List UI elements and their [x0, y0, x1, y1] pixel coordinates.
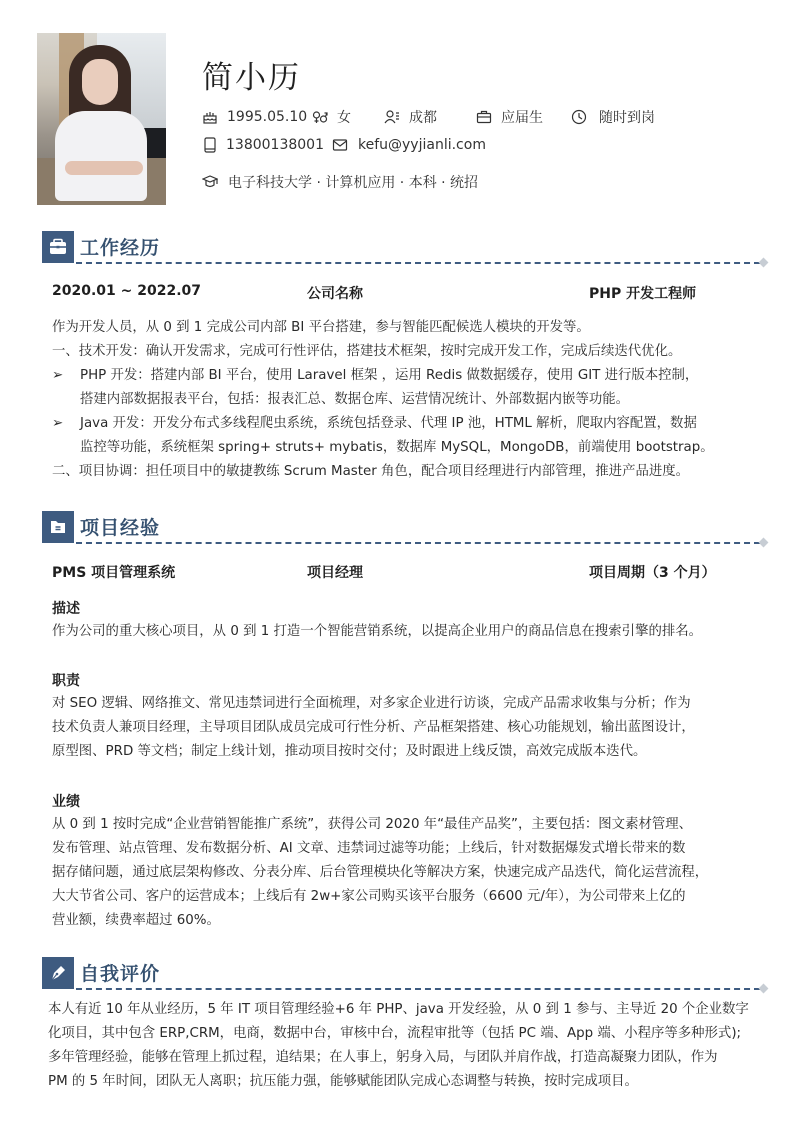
divider-end-dot: [759, 538, 769, 548]
section-header-work: [42, 231, 768, 265]
location: 成都: [384, 107, 476, 127]
briefcase-icon: [476, 109, 492, 125]
pen-icon: [42, 957, 74, 989]
section-title: 项目经验: [80, 517, 161, 539]
divider-end-dot: [759, 258, 769, 268]
work-description: 作为开发人员，从 0 到 1 完成公司内部 BI 平台搭建，参与智能匹配候选人模块的开发等。 一、技术开发：确认开发需求，完成可行性评估，搭建技术框架，按时完成开发工作，完成后续迭代优化。 ➢ PHP 开发：搭建内部 BI 平台，使用 Laravel 框架 ，运用 Redis 做数据缓存，使用 GIT 进行版本控制， 搭建内部数据报表平台，包括：报表汇总、数据仓库、运营情况统计、外部数据内嵌等功能。 ➢ Java 开发：开发分布式多线程爬虫系统，系统包括登录、代理 IP 池，HTML 解析，爬取内容配置，数据 监控等功能，系统框架 spring+ struts+ mybatis，数据库 MySQL，MongoDB，前端使用 bootstrap。 二、项目协调：担任项目中的敏捷教练 Scrum Master 角色，配合项目经理进行内部管理，推进产品进度。: [52, 316, 772, 484]
project-cycle: 项目周期（3 个月）: [589, 565, 716, 581]
phone-icon: [202, 137, 218, 153]
mail-icon: [332, 137, 348, 153]
briefcase-icon: [42, 231, 74, 263]
section-header-project: [42, 511, 768, 545]
graduation-cap-icon: [202, 174, 218, 190]
job-status: 应届生: [476, 107, 571, 127]
education-row: [202, 172, 478, 192]
birth-date: 1995.05.10: [202, 109, 298, 125]
phone: 13800138001: [202, 137, 332, 153]
basic-info-row: [202, 107, 655, 127]
candidate-name: 简小历: [202, 60, 301, 96]
section-divider: [76, 542, 760, 544]
birthday-cake-icon: [202, 109, 218, 125]
bullet-php: ➢ PHP 开发：搭建内部 BI 平台，使用 Laravel 框架 ，运用 Redis 做数据缓存，使用 GIT 进行版本控制， 搭建内部数据报表平台，包括：报表汇总、数据仓库、运营情况统计、外部数据内嵌等功能。: [52, 364, 772, 412]
document-icon: [42, 511, 74, 543]
self-evaluation-text: 本人有近 10 年从业经历，5 年 IT 项目管理经验+6 年 PHP、java 开发经验，从 0 到 1 参与、主导近 20 个企业数字 化项目，其中包含 ERP,CRM，电商，数据中台，审核中台，流程审批等（包括 PC 端、App 端、小程序等多种形式); 多年管理经验，能够在管理上抓过程，追结果；在人事上，躬身入局，与团队并肩作战，打造高凝聚力团队，作为 PM 的 5 年时间，团队无人离职；抗压能力强，能够赋能团队完成心态调整与转换，按时完成项目。: [48, 1002, 749, 1089]
clock-icon: [571, 109, 587, 125]
company-name: 公司名称: [307, 286, 363, 302]
arrow-bullet-icon: ➢: [52, 368, 64, 383]
desc-label: 描述: [52, 601, 80, 617]
project-role: 项目经理: [307, 565, 363, 581]
section-title: 自我评价: [80, 963, 161, 985]
availability: 随时到岗: [571, 107, 655, 127]
section-header-self-eval: [42, 957, 768, 991]
project-description: 作为公司的重大核心项目，从 0 到 1 打造一个智能营销系统，以提高企业用户的商品信息在搜索引擎的排名。: [52, 624, 703, 639]
job-title: PHP 开发工程师: [589, 286, 697, 302]
project-name: PMS 项目管理系统: [52, 565, 176, 581]
bullet-java: ➢ Java 开发：开发分布式多线程爬虫系统，系统包括登录、代理 IP 池，HTML 解析，爬取内容配置，数据 监控等功能，系统框架 spring+ struts+ mybatis，数据库 MySQL，MongoDB，前端使用 bootstrap。: [52, 412, 772, 460]
section-title: 工作经历: [80, 237, 161, 259]
education: 电子科技大学 · 计算机应用 · 本科 · 统招: [202, 172, 478, 192]
project-duties: 对 SEO 逻辑、网络推文、常见违禁词进行全面梳理，对多家企业进行访谈，完成产品需求收集与分析；作为 技术负责人兼项目经理，主导项目团队成员完成可行性分析、产品框架搭建、核心功能规划，输出蓝图设计， 原型图、PRD 等文档；制定上线计划，推动项目按时交付；及时跟进上线反馈，高效完成版本迭代。: [52, 696, 695, 759]
profile-photo: [37, 33, 166, 205]
section-divider: [76, 262, 760, 264]
arrow-bullet-icon: ➢: [52, 416, 64, 431]
section-divider: [76, 988, 760, 990]
person-location-icon: [384, 109, 400, 125]
gender-icon: [312, 109, 328, 125]
duty-label: 职责: [52, 673, 80, 689]
divider-end-dot: [759, 984, 769, 994]
project-results: 从 0 到 1 按时完成“企业营销智能推广系统”，获得公司 2020 年“最佳产品奖”，主要包括：图文素材管理、 发布管理、站点管理、发布数据分析、AI 文章、违禁词过滤等功能；上线后，针对数据爆发式增长带来的数 据存储问题，通过底层架构修改、分表分库、后台管理模块化等解决方案，快速完成产品迭代，简化运营流程， 大大节省公司、客户的运营成本；上线后有 2w+家公司购买该平台服务（6600 元/年），为公司带来上亿的 营业额，续费率超过 60%。: [52, 817, 709, 928]
work-period: 2020.01 ~ 2022.07: [52, 283, 202, 299]
gender: 女: [312, 107, 384, 127]
result-label: 业绩: [52, 794, 80, 810]
email: kefu@yyjianli.com: [332, 137, 486, 153]
contact-info-row: [202, 137, 486, 153]
